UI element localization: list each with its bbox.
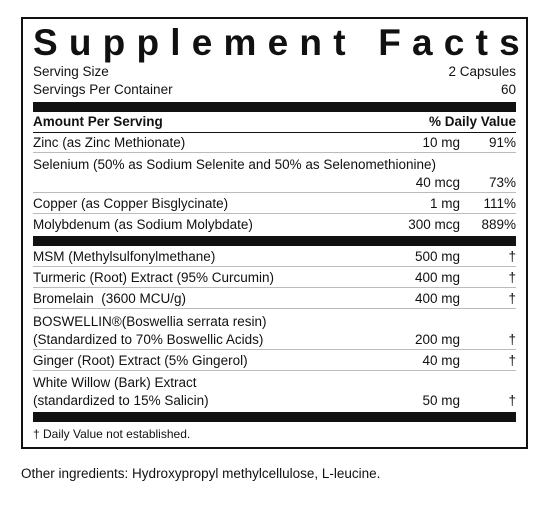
nutrient-dv: 73% <box>488 175 516 190</box>
ingredient-dv: † <box>508 249 516 264</box>
daily-value-footnote: † Daily Value not established. <box>33 427 191 441</box>
servings-per-container-row <box>33 81 516 99</box>
ingredient-amount: 400 mg <box>414 291 460 306</box>
panel-title: Supplement Facts <box>33 22 531 63</box>
divider-thick <box>33 102 516 112</box>
divider-thick <box>33 412 516 422</box>
ingredient-name: Bromelain (3600 MCU/g) <box>33 291 187 306</box>
ingredient-amount: 50 mg <box>422 393 460 408</box>
selenium-values <box>33 174 516 192</box>
supplement-facts-panel <box>21 17 531 449</box>
daily-value-header: % Daily Value <box>428 114 516 129</box>
nutrient-name: Selenium (50% as Sodium Selenite and 50% as Selenomethionine) <box>33 157 436 172</box>
column-header <box>33 112 516 133</box>
ingredient-row-white-willow <box>33 371 516 412</box>
ingredient-name: MSM (Methylsulfonylmethane) <box>33 249 216 264</box>
nutrient-amount: 300 mcg <box>408 217 460 232</box>
ingredient-name: Turmeric (Root) Extract (95% Curcumin) <box>33 270 275 285</box>
ingredient-row-turmeric <box>33 267 516 288</box>
divider-thick <box>33 236 516 246</box>
ingredient-name-line1: White Willow (Bark) Extract <box>33 375 197 390</box>
nutrient-row-molybdenum <box>33 214 516 234</box>
nutrient-dv: 889% <box>481 217 516 232</box>
nutrient-dv: 91% <box>488 135 516 150</box>
nutrient-row-copper <box>33 193 516 214</box>
ingredient-name <box>33 374 370 410</box>
ingredient-amount: 40 mg <box>422 353 460 368</box>
nutrient-name: Molybdenum (as Sodium Molybdate) <box>33 217 253 232</box>
ingredient-row-boswellin <box>33 309 516 350</box>
serving-size-row <box>33 63 516 81</box>
ingredient-name <box>33 313 370 349</box>
nutrient-amount: 1 mg <box>429 196 460 211</box>
ingredient-name-line2: (standardized to 15% Salicin) <box>33 393 209 408</box>
amount-per-serving-header: Amount Per Serving <box>33 114 163 129</box>
ingredient-name: Ginger (Root) Extract (5% Gingerol) <box>33 353 248 368</box>
nutrient-name: Copper (as Copper Bisglycinate) <box>33 196 229 211</box>
nutrient-amount: 10 mg <box>422 135 460 150</box>
ingredient-dv: † <box>508 270 516 285</box>
ingredient-amount: 200 mg <box>414 332 460 347</box>
nutrient-row-zinc <box>33 133 516 153</box>
ingredient-row-msm <box>33 246 516 267</box>
ingredient-row-ginger <box>33 350 516 371</box>
nutrient-row-selenium <box>33 153 516 193</box>
serving-size-label: Serving Size <box>33 64 109 79</box>
panel-content <box>33 19 531 443</box>
ingredient-dv: † <box>508 353 516 368</box>
ingredient-dv: † <box>508 291 516 306</box>
ingredient-amount: 500 mg <box>414 249 460 264</box>
nutrient-name: Zinc (as Zinc Methionate) <box>33 135 186 150</box>
nutrient-dv: 111% <box>483 196 516 211</box>
nutrient-amount: 40 mcg <box>415 175 460 190</box>
ingredient-dv: † <box>508 393 516 408</box>
servings-per-container-value: 60 <box>500 82 516 97</box>
ingredient-amount: 400 mg <box>414 270 460 285</box>
ingredient-row-bromelain <box>33 288 516 309</box>
ingredient-name-line1: BOSWELLIN®(Boswellia serrata resin) <box>33 314 267 329</box>
ingredient-name-line2: (Standardized to 70% Boswellic Acids) <box>33 332 264 347</box>
serving-size-value: 2 Capsules <box>448 64 516 79</box>
servings-per-container-label: Servings Per Container <box>33 82 173 97</box>
ingredient-dv: † <box>508 332 516 347</box>
other-ingredients: Other ingredients: Hydroxypropyl methylcellulose, L-leucine. <box>21 466 381 481</box>
